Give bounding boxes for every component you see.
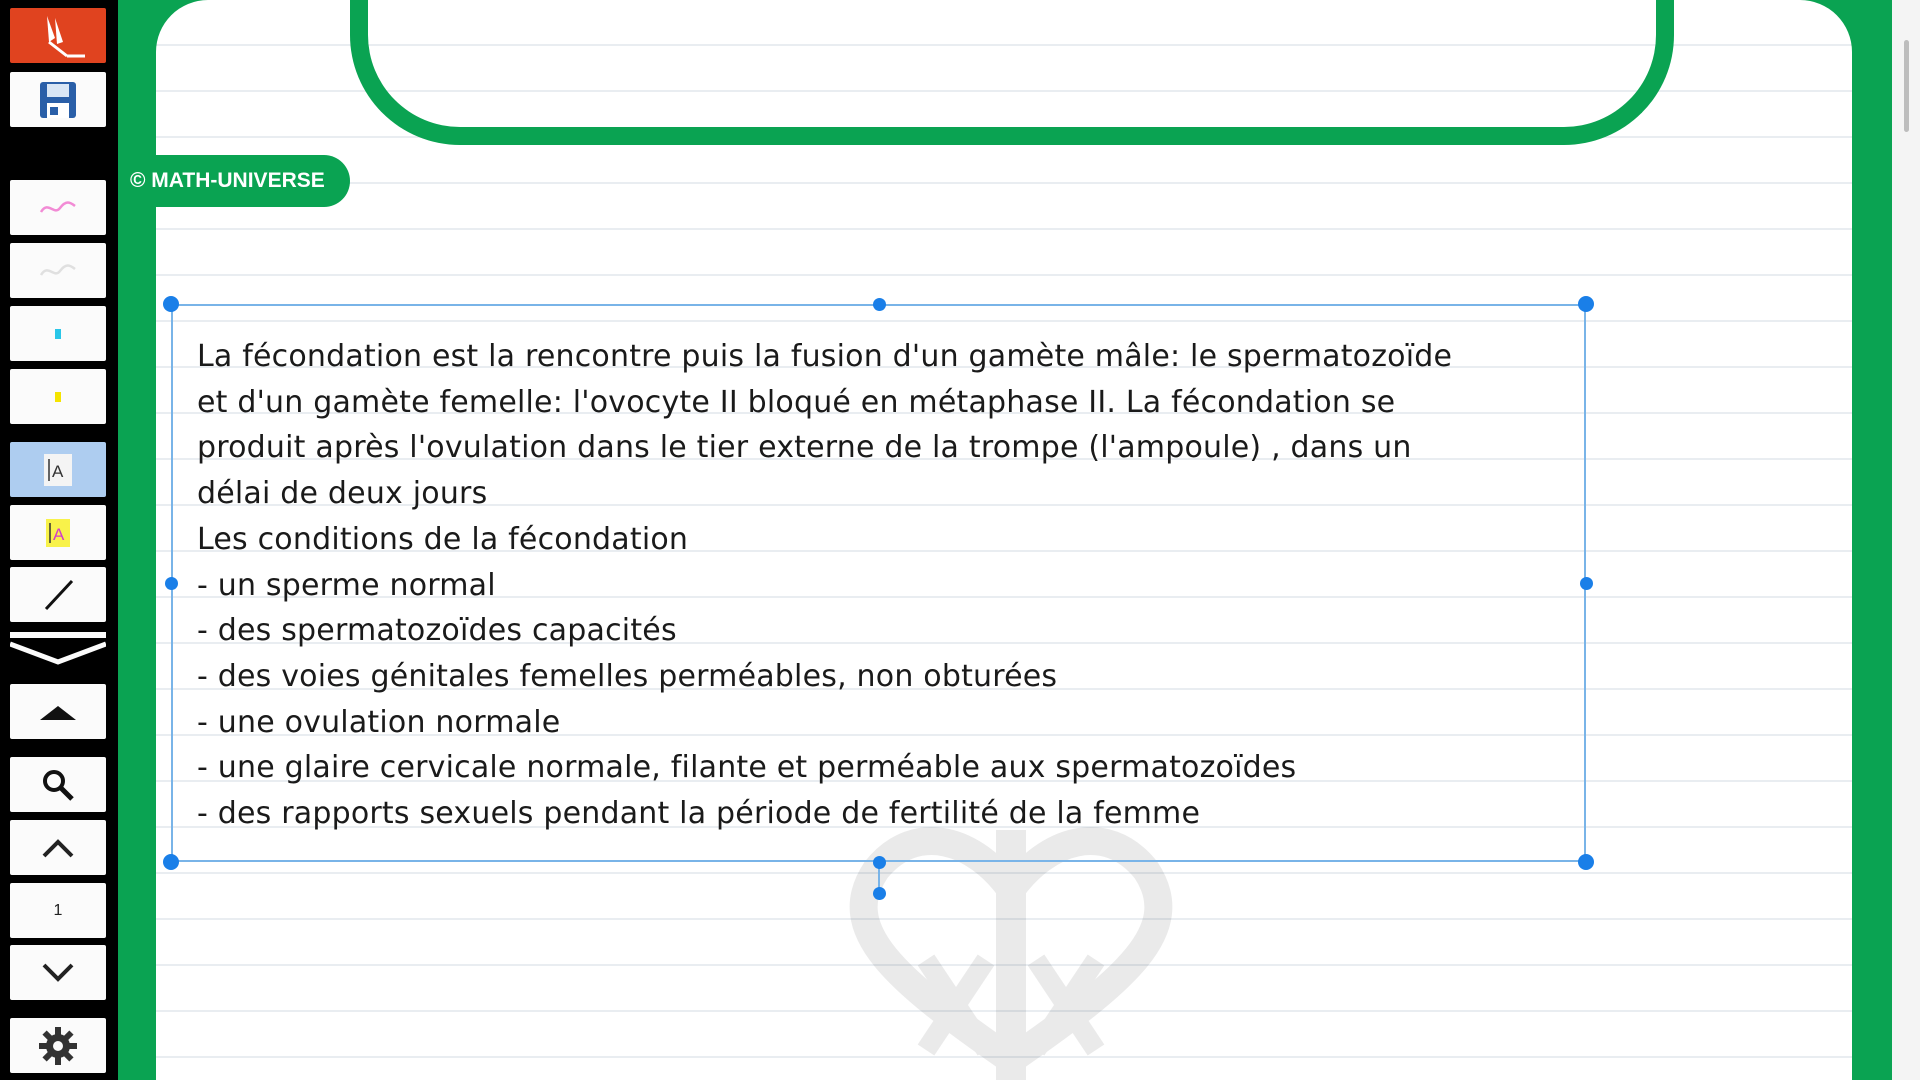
svg-text:A: A bbox=[52, 461, 64, 481]
list-item: - des voies génitales femelles perméables, non obturées bbox=[197, 658, 1058, 694]
list-item: - des rapports sexuels pendant la période de fertilité de la femme bbox=[197, 796, 1201, 832]
text-line: produit après l'ovulation dans le tier externe de la trompe (l'ampoule) , dans un bbox=[197, 430, 1412, 466]
white-stroke-icon bbox=[38, 261, 78, 281]
list-item: - une ovulation normale bbox=[197, 704, 561, 740]
text-line: La fécondation est la rencontre puis la fusion d'un gamète mâle: le spermatozoïde bbox=[197, 339, 1453, 374]
chevron-down-wide-icon bbox=[10, 632, 106, 670]
highlighter-cyan-tool[interactable] bbox=[10, 306, 106, 361]
copyright-text: © MATH-UNIVERSE bbox=[130, 169, 325, 192]
page-frame-right bbox=[1852, 0, 1892, 1080]
list-item: - une glaire cervicale normale, filante et perméable aux spermatozoïdes bbox=[197, 750, 1297, 786]
pen-logo-button[interactable] bbox=[10, 8, 106, 63]
diagonal-line-icon bbox=[38, 575, 78, 615]
text-line: délai de deux jours bbox=[197, 476, 488, 512]
search-icon bbox=[40, 767, 76, 803]
resize-handle-bottom-right[interactable] bbox=[1578, 854, 1594, 870]
cyan-marker-icon bbox=[53, 327, 63, 341]
highlighter-yellow-tool[interactable] bbox=[10, 369, 106, 424]
yellow-marker-icon bbox=[53, 390, 63, 404]
vertical-scrollbar[interactable] bbox=[1892, 0, 1920, 1080]
chevron-up-icon bbox=[40, 836, 76, 860]
resize-handle-right[interactable] bbox=[1580, 577, 1593, 590]
left-toolbar bbox=[0, 0, 118, 1080]
pen-pink-tool[interactable] bbox=[10, 180, 106, 235]
zoom-button[interactable] bbox=[10, 757, 106, 812]
text-box-content[interactable] bbox=[197, 334, 1567, 837]
next-page-button[interactable] bbox=[10, 945, 106, 1000]
previous-page-button[interactable] bbox=[10, 820, 106, 875]
quill-icon bbox=[27, 12, 89, 60]
text-tool[interactable] bbox=[10, 442, 106, 497]
resize-handle-bottom-left[interactable] bbox=[163, 854, 179, 870]
floppy-disk-icon bbox=[38, 80, 78, 120]
pink-stroke-icon bbox=[38, 198, 78, 218]
save-button[interactable] bbox=[10, 72, 106, 127]
text-cursor-icon bbox=[38, 450, 78, 490]
title-banner-outline bbox=[350, 0, 1674, 145]
text-line: et d'un gamète femelle: l'ovocyte II bloqué en métaphase II. La fécondation se bbox=[197, 384, 1396, 420]
expand-toolbar-button[interactable] bbox=[10, 684, 106, 739]
list-item: - un sperme normal bbox=[197, 567, 496, 603]
copyright-badge bbox=[120, 155, 350, 207]
highlighted-text-icon bbox=[38, 513, 78, 553]
chevron-down-icon bbox=[40, 961, 76, 985]
svg-text:A: A bbox=[53, 524, 65, 544]
pen-white-tool[interactable] bbox=[10, 243, 106, 298]
resize-handle-top-left[interactable] bbox=[163, 296, 179, 312]
page-number-display bbox=[10, 883, 106, 938]
gear-icon bbox=[38, 1026, 78, 1066]
triangle-up-icon bbox=[38, 702, 78, 722]
text-line: Les conditions de la fécondation bbox=[197, 521, 689, 557]
settings-button[interactable] bbox=[10, 1018, 106, 1073]
resize-handle-bottom[interactable] bbox=[873, 856, 886, 869]
resize-handle-left[interactable] bbox=[165, 577, 178, 590]
collapse-toolbar-button[interactable] bbox=[10, 632, 106, 670]
line-tool[interactable] bbox=[10, 567, 106, 622]
page-number: 1 bbox=[53, 901, 63, 919]
resize-handle-top-right[interactable] bbox=[1578, 296, 1594, 312]
rotation-handle[interactable] bbox=[873, 887, 886, 900]
text-highlight-tool[interactable] bbox=[10, 505, 106, 560]
list-item: - des spermatozoïdes capacités bbox=[197, 613, 677, 649]
resize-handle-top[interactable] bbox=[873, 298, 886, 311]
scrollbar-thumb[interactable] bbox=[1904, 40, 1909, 132]
